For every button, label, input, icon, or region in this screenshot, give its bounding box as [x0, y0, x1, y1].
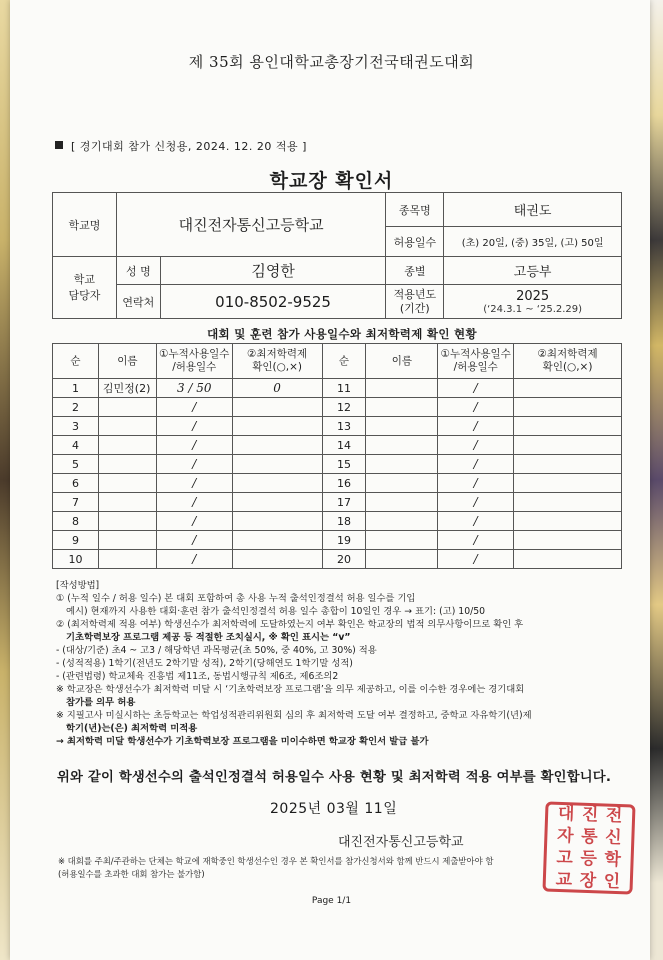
table-row	[53, 512, 622, 531]
row-name	[366, 493, 438, 512]
row-name	[98, 436, 156, 455]
row-days: /	[438, 531, 514, 550]
col-header-days: ①누적사용일수 /허용일수	[156, 344, 232, 379]
footnote	[58, 855, 628, 881]
row-check	[232, 398, 322, 417]
writing-guide	[56, 579, 621, 748]
row-days: /	[156, 417, 232, 436]
seal-char: 대	[557, 803, 575, 825]
row-check	[514, 512, 622, 531]
row-name	[98, 512, 156, 531]
guide-line-10: ※ 지필고사 미실시하는 초등학교는 학업성적관리위원회 심의 후 최저학력 도달 여부 결정하고, 중학교 자유학기(년)제	[56, 710, 532, 721]
guide-line-3: ② (최저학력제 적용 여부) 학생선수가 최저학력에 도달하였는지 여부 확인은 학교장의 법적 의무사항이므로 확인 후	[56, 619, 524, 630]
school-label: 학교명	[53, 193, 117, 257]
row-check	[232, 531, 322, 550]
table-row	[53, 474, 622, 493]
school-info-table	[52, 192, 622, 319]
document-title: 학교장 확인서	[269, 170, 394, 192]
row-no: 6	[53, 474, 99, 493]
table-row	[53, 550, 622, 569]
row-days: /	[156, 550, 232, 569]
allow-days-label: 허용일수	[386, 227, 444, 257]
year-period: (‘24.3.1 ~ ‘25.2.29)	[483, 303, 583, 315]
table-row	[53, 531, 622, 550]
row-days: /	[438, 455, 514, 474]
contact-value: 010-8502-9525	[160, 285, 386, 319]
table-row	[53, 455, 622, 474]
col-header-no: 순	[322, 344, 366, 379]
row-check	[232, 455, 322, 474]
row-name	[366, 379, 438, 398]
row-days: /	[156, 474, 232, 493]
col-header-name: 이름	[366, 344, 438, 379]
row-name	[98, 550, 156, 569]
row-no: 2	[53, 398, 99, 417]
guide-line-1: ① (누적 일수 / 허용 일수) 본 대회 포함하여 총 사용 누적 출석인정결석 허용 일수를 기입	[56, 593, 416, 604]
col-header-no: 순	[53, 344, 99, 379]
row-name	[366, 474, 438, 493]
table-row	[53, 493, 622, 512]
row-check	[514, 398, 622, 417]
table-row	[53, 417, 622, 436]
row-no: 12	[322, 398, 366, 417]
manager-label: 학교 담당자	[53, 257, 117, 319]
row-no: 8	[53, 512, 99, 531]
col-header-check: ②최저학력제 확인(○,×)	[514, 344, 622, 379]
row-name	[98, 417, 156, 436]
school-name: 대진전자통신고등학교	[116, 193, 386, 257]
table-row	[53, 436, 622, 455]
row-check	[232, 512, 322, 531]
row-no: 1	[53, 379, 99, 398]
guide-heading: [작성방법]	[56, 580, 100, 591]
seal-char: 전	[605, 805, 623, 827]
row-check	[514, 379, 622, 398]
row-no: 15	[322, 455, 366, 474]
seal-char: 고	[556, 847, 574, 869]
name-label: 성 명	[116, 257, 160, 285]
row-no: 5	[53, 455, 99, 474]
row-no: 4	[53, 436, 99, 455]
type-label: 종별	[386, 257, 444, 285]
seal-char: 자	[556, 825, 574, 847]
row-check	[514, 436, 622, 455]
row-check	[514, 493, 622, 512]
row-check	[514, 531, 622, 550]
confirmation-date: 2025년 03월 11일	[270, 801, 398, 817]
seal-char: 신	[604, 827, 622, 849]
event-label: 종목명	[386, 193, 444, 227]
row-name	[366, 436, 438, 455]
row-name	[366, 531, 438, 550]
guide-line-6: - (성적적용) 1학기(전년도 2학기말 성적), 2학기(당해연도 1학기말 성적)	[56, 658, 353, 669]
seal-char: 학	[604, 849, 622, 871]
seal-char: 통	[580, 826, 598, 848]
background-right-edge	[650, 0, 663, 960]
background-left-edge	[0, 0, 10, 960]
seal-char: 인	[603, 871, 621, 893]
col-header-days: ①누적사용일수 /허용일수	[438, 344, 514, 379]
row-name	[98, 474, 156, 493]
row-days: /	[438, 512, 514, 531]
year-label: 적용년도 (기간)	[386, 285, 444, 319]
guide-line-8: ※ 학교장은 학생선수가 최저학력 미달 시 ‘기초학력보장 프로그램’을 의무 제공하고, 이를 이수한 경우에는 경기대회	[56, 684, 525, 695]
row-check	[232, 474, 322, 493]
row-days: /	[438, 550, 514, 569]
usage-section-title: 대회 및 훈련 참가 사용일수와 최저학력제 확인 현황	[207, 327, 477, 341]
row-check	[232, 493, 322, 512]
event-value: 태권도	[444, 193, 622, 227]
guide-line-7: - (관련법령) 학교체육 진흥법 제11조, 동법시행규칙 제6조, 제6조의2	[56, 671, 339, 682]
row-name	[366, 417, 438, 436]
guide-line-9: 참가를 의무 허용	[66, 697, 136, 708]
col-header-check: ②최저학력제 확인(○,×)	[232, 344, 322, 379]
row-days: /	[438, 436, 514, 455]
row-no: 9	[53, 531, 99, 550]
row-name	[98, 493, 156, 512]
row-no: 17	[322, 493, 366, 512]
manager-name: 김영한	[160, 257, 386, 285]
seal-char: 등	[580, 848, 598, 870]
row-days: /	[156, 531, 232, 550]
page-number: Page 1/1	[311, 896, 352, 906]
confirmation-school: 대진전자통신고등학교	[338, 835, 464, 850]
row-name	[98, 531, 156, 550]
guide-line-11: 학기(년)는(은) 최저학력 미적용	[66, 723, 198, 734]
year-cell	[444, 285, 622, 319]
row-no: 7	[53, 493, 99, 512]
row-check	[514, 455, 622, 474]
row-check	[514, 474, 622, 493]
row-check	[232, 436, 322, 455]
row-days: /	[438, 379, 514, 398]
apply-note	[55, 138, 307, 154]
row-days: /	[438, 417, 514, 436]
confirmation-text: 위와 같이 학생선수의 출석인정결석 허용일수 사용 현황 및 최저학력 적용 여부를 확인합니다.	[57, 770, 612, 785]
row-name	[366, 550, 438, 569]
row-name	[98, 455, 156, 474]
footnote-line-1: ※ 대회를 주최/주관하는 단체는 학교에 재학중인 학생선수인 경우 본 확인서를 참가신청서와 함께 반드시 제출받아야 함	[58, 856, 494, 866]
seal-char: 진	[581, 804, 599, 826]
table-row	[53, 379, 622, 398]
seal-char: 장	[579, 870, 597, 892]
row-days: /	[438, 398, 514, 417]
row-no: 20	[322, 550, 366, 569]
row-name: 김민정(2)	[98, 379, 156, 398]
footnote-line-2: (허용일수를 초과한 대회 참가는 불가함)	[58, 869, 205, 879]
row-days: /	[156, 436, 232, 455]
row-no: 19	[322, 531, 366, 550]
apply-note-text: [ 경기대회 참가 신청용, 2024. 12. 20 적용 ]	[71, 140, 307, 153]
row-no: 18	[322, 512, 366, 531]
row-check: 0	[232, 379, 322, 398]
competition-title: 제 35회 용인대학교총장기전국태권도대회	[188, 53, 475, 71]
year-value: 2025	[516, 288, 550, 304]
row-name	[98, 398, 156, 417]
row-no: 10	[53, 550, 99, 569]
row-check	[514, 417, 622, 436]
row-days: /	[438, 474, 514, 493]
seal-char: 교	[555, 869, 573, 891]
guide-line-12: → 최저학력 미달 학생선수가 기초학력보장 프로그램을 미이수하면 학교장 확인서 발급 불가	[56, 736, 429, 747]
row-no: 11	[322, 379, 366, 398]
square-bullet-icon	[55, 141, 63, 149]
allow-days-value: (초) 20일, (중) 35일, (고) 50일	[444, 227, 622, 257]
col-header-name: 이름	[98, 344, 156, 379]
row-no: 3	[53, 417, 99, 436]
row-no: 14	[322, 436, 366, 455]
contact-label: 연락처	[116, 285, 160, 319]
table-row	[53, 398, 622, 417]
type-value: 고등부	[444, 257, 622, 285]
usage-table	[52, 343, 622, 569]
row-no: 16	[322, 474, 366, 493]
row-check	[232, 417, 322, 436]
row-days: /	[156, 512, 232, 531]
row-check	[232, 550, 322, 569]
row-name	[366, 512, 438, 531]
guide-line-4: 기초학력보장 프로그램 제공 등 적절한 조치실시, ※ 확인 표시는 “v”	[66, 632, 351, 643]
row-days: /	[156, 455, 232, 474]
row-check	[514, 550, 622, 569]
row-name	[366, 398, 438, 417]
guide-line-5: - (대상/기준) 초4 ~ 고3 / 해당학년 과목평균(초 50%, 중 40%, 고 30%) 적용	[56, 645, 377, 656]
row-days: /	[156, 398, 232, 417]
guide-line-2: 예시) 현재까지 사용한 대회·훈련 참가 출석인정결석 허용 일수 총합이 10일인 경우 → 표기: (고) 10/50	[66, 606, 486, 617]
usage-rows	[53, 379, 622, 569]
row-days: /	[438, 493, 514, 512]
row-days: 3 / 50	[156, 379, 232, 398]
row-days: /	[156, 493, 232, 512]
row-no: 13	[322, 417, 366, 436]
row-name	[366, 455, 438, 474]
